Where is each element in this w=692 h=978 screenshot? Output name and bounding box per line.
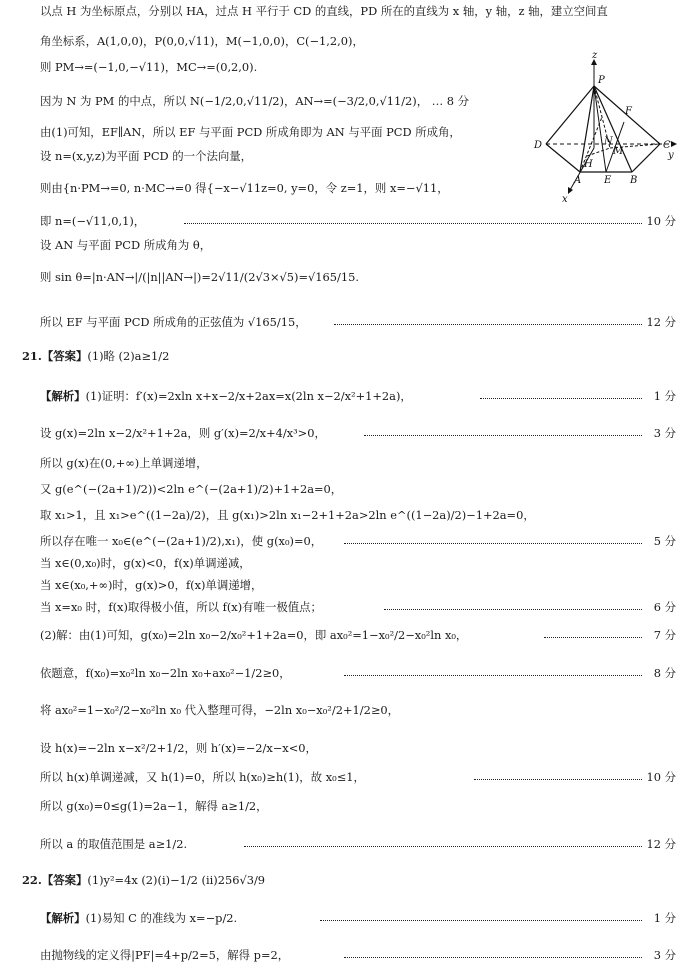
line-text: (1)证明：f′(x)=2xln x+x−2/x+2ax=x(2ln x−2/x²+1+2a)， (85, 389, 412, 403)
text-line (0, 740, 692, 756)
score-label: 10 分 (646, 770, 676, 784)
text-line (0, 481, 692, 497)
line-text: 角坐标系，A(1,0,0)，P(0,0,√11)，M(−1,0,0)，C(−1,2,0)， (40, 34, 364, 48)
y-axis-arrow (671, 141, 677, 147)
line-text: 所以 EF 与平面 PCD 所成角的正弦值为 √165/15， (40, 315, 307, 329)
pyramid-diagram (532, 50, 682, 206)
score-label: 12 分 (646, 315, 676, 329)
text-line (0, 599, 692, 615)
score-label: 6 分 (653, 600, 676, 614)
dot-leader (544, 636, 642, 638)
score-label: 10 分 (646, 214, 676, 228)
edge-bc (632, 144, 660, 172)
text-line (0, 507, 692, 523)
label-b: B (630, 175, 638, 186)
label-y: y (668, 150, 674, 161)
line-text: 将 ax₀²=1−x₀²/2−x₀²ln x₀ 代入整理可得，−2ln x₀−x₀²/2+1/2≥0， (40, 703, 400, 717)
dot-leader (184, 222, 642, 224)
dot-leader (480, 397, 642, 399)
text-line (0, 33, 692, 49)
text-line (0, 702, 692, 718)
line-text: 所以 h(x)单调递减，又 h(1)=0，所以 h(x₀)≥h(1)，故 x₀≤1， (40, 770, 365, 784)
text-line (0, 555, 692, 571)
label-d: D (534, 140, 543, 151)
edge-pd (546, 86, 594, 144)
label-c: C (663, 140, 671, 151)
question-label: 22.【答案】 (22, 873, 88, 887)
text-line (0, 533, 692, 549)
line-text: 则 sin θ=|n·AN→|/(|n||AN→|)=2√11/(2√3×√5)=√165/15. (40, 270, 359, 284)
score-label: 7 分 (653, 628, 676, 642)
analysis-label: 【解析】 (40, 389, 86, 403)
line-text: 设 AN 与平面 PCD 所成角为 θ， (40, 238, 212, 252)
dot-leader (364, 434, 642, 436)
text-line (0, 237, 692, 253)
label-h: H (584, 159, 593, 170)
dot-leader (320, 919, 642, 921)
text-line (0, 947, 692, 963)
text-line (0, 455, 692, 471)
text-line (0, 627, 692, 643)
line-text: (1)易知 C 的准线为 x=−p/2. (85, 911, 238, 925)
text-line (0, 872, 692, 888)
line-text: (2)解：由(1)可知，g(x₀)=2ln x₀−2/x₀²+1+2a=0，即 ax₀²=1−x₀²/2−x₀²ln x₀， (40, 628, 468, 642)
line-text: 设 g(x)=2ln x−2/x²+1+2a，则 g′(x)=2/x+4/x³>0， (40, 426, 326, 440)
dot-leader (334, 323, 642, 325)
dot-leader (384, 608, 642, 610)
text-line (0, 388, 692, 404)
text-line (0, 425, 692, 441)
line-text: 取 x₁>1，且 x₁>e^((1−2a)/2)，且 g(x₁)>2ln x₁−2+1+2a>2ln e^((1−2a)/2)−1+2a=0， (40, 508, 535, 522)
line-text: 即 n=(−√11,0,1)， (40, 214, 146, 228)
line-text: 所以 a 的取值范围是 a≥1/2. (40, 837, 188, 851)
dot-leader (344, 956, 642, 958)
text-line (0, 769, 692, 785)
text-line (0, 910, 692, 926)
label-n: N (604, 136, 613, 147)
score-label: 3 分 (653, 426, 676, 440)
line-text: 当 x∈(0,x₀)时，g(x)<0，f(x)单调递减， (40, 556, 251, 570)
score-label: 12 分 (646, 837, 676, 851)
line-text: (1)y²=4x (2)(ⅰ)−1/2 (ⅱ)256√3/9 (87, 873, 266, 887)
dot-leader (344, 542, 642, 544)
line-text: 设 n=(x,y,z)为平面 PCD 的一个法向量， (40, 149, 253, 163)
label-p: P (598, 75, 605, 86)
label-x: x (562, 194, 568, 205)
label-e: E (604, 175, 612, 186)
question-label: 21.【答案】 (22, 349, 88, 363)
line-text: 当 x=x₀ 时，f(x)取得极小值，所以 f(x)有唯一极值点； (40, 600, 322, 614)
text-line (0, 836, 692, 852)
dot-leader (474, 778, 642, 780)
line-text: 依题意，f(x₀)=x₀²ln x₀−2ln x₀+ax₀²−1/2≥0， (40, 666, 291, 680)
label-m: M (613, 146, 624, 157)
line-text: (1)略 (2)a≥1/2 (87, 349, 170, 363)
score-label: 5 分 (653, 534, 676, 548)
analysis-label: 【解析】 (40, 911, 86, 925)
text-line (0, 577, 692, 593)
score-label: 8 分 (653, 666, 676, 680)
line-text: 因为 N 为 PM 的中点，所以 N(−1/2,0,√11/2)，AN→=(−3/2,0,√11/2)， … 8 分 (40, 94, 470, 108)
pyramid-figure (532, 50, 682, 206)
line-text: 又 g(e^(−(2a+1)/2))<2ln e^(−(2a+1)/2)+1+2a=0， (40, 482, 343, 496)
line-text: 由(1)可知，EF∥AN，所以 EF 与平面 PCD 所成角即为 AN 与平面 PCD 所成角， (40, 125, 461, 139)
text-line (0, 3, 692, 19)
edge-da (546, 144, 580, 172)
score-label: 1 分 (653, 389, 676, 403)
text-line (0, 348, 692, 364)
line-text: 设 h(x)=−2ln x−x²/2+1/2，则 h′(x)=−2/x−x<0， (40, 741, 317, 755)
text-line (0, 314, 692, 330)
label-f: F (625, 106, 632, 117)
text-line (0, 665, 692, 681)
label-a: A (574, 175, 582, 186)
line-text: 所以 g(x)在(0,+∞)上单调递增， (40, 456, 208, 470)
dot-leader (244, 845, 642, 847)
text-line (0, 269, 692, 285)
text-line (0, 213, 692, 229)
line-text: 所以存在唯一 x₀∈(e^(−(2a+1)/2),x₁)，使 g(x₀)=0， (40, 534, 323, 548)
line-text: 所以 g(x₀)=0≤g(1)=2a−1，解得 a≥1/2， (40, 799, 268, 813)
label-z: z (592, 50, 598, 61)
line-text: 由抛物线的定义得|PF|=4+p/2=5，解得 p=2， (40, 948, 290, 962)
line-text: 以点 H 为坐标原点，分别以 HA，过点 H 平行于 CD 的直线，PD 所在的直线为 x 轴，y 轴，z 轴，建立空间直 (40, 4, 608, 18)
text-line (0, 798, 692, 814)
dot-leader (344, 674, 642, 676)
line-text: 则由{n·PM→=0, n·MC→=0 得{−x−√11z=0, y=0，令 z=1，则 x=−√11， (40, 181, 449, 195)
score-label: 3 分 (653, 948, 676, 962)
line-text: 则 PM→=(−1,0,−√11)，MC→=(0,2,0). (40, 60, 258, 74)
score-label: 1 分 (653, 911, 676, 925)
line-text: 当 x∈(x₀,+∞)时，g(x)>0，f(x)单调递增， (40, 578, 263, 592)
x-axis-arrow (568, 187, 573, 194)
